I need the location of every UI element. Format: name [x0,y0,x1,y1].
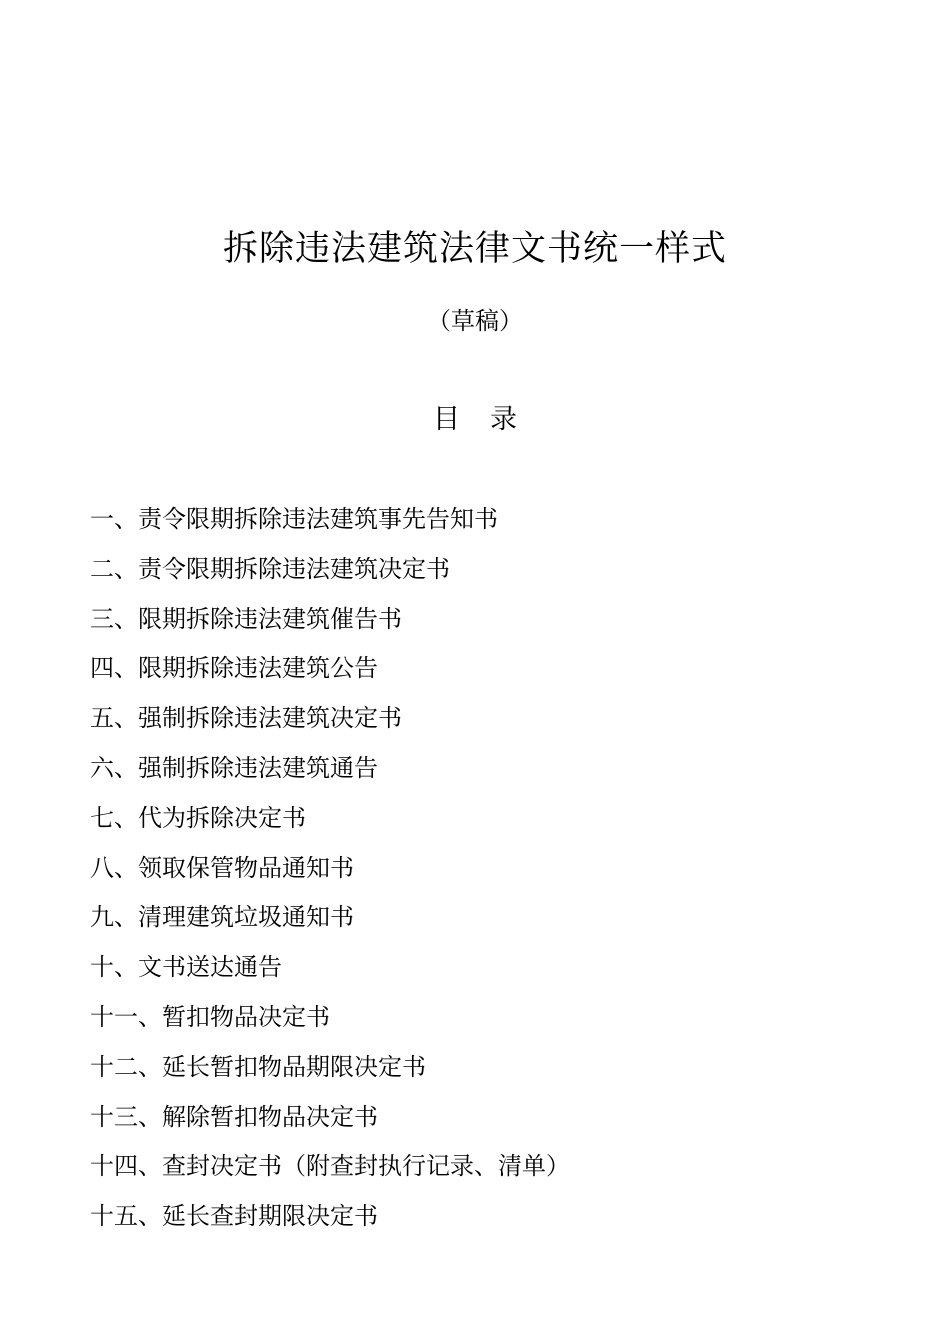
toc-item: 十三、解除暂扣物品决定书 [90,1102,378,1131]
toc-item: 一、责令限期拆除违法建筑事先告知书 [90,505,498,533]
toc-item: 三、限期拆除违法建筑催告书 [90,604,402,633]
toc-item: 十二、延长暂扣物品期限决定书 [90,1052,426,1081]
toc-item: 十五、延长查封期限决定书 [90,1202,378,1231]
toc-item: 五、强制拆除违法建筑决定书 [90,704,402,733]
toc-item: 七、代为拆除决定书 [90,803,306,832]
toc-item: 四、限期拆除违法建筑公告 [90,654,378,683]
document-title: 拆除违法建筑法律文书统一样式 [222,229,727,269]
toc-item: 十四、查封决定书（附查封执行记录、清单） [90,1152,570,1181]
table-of-contents [90,496,890,1243]
toc-item: 九、清理建筑垃圾通知书 [90,903,354,932]
toc-item: 八、领取保管物品通知书 [90,853,354,882]
document-subtitle: （草稿） [427,307,523,335]
toc-item: 六、强制拆除违法建筑通告 [90,753,378,782]
toc-item: 二、责令限期拆除违法建筑决定书 [90,554,450,583]
toc-item: 十、文书送达通告 [90,953,282,982]
toc-item: 十一、暂扣物品决定书 [90,1002,330,1031]
toc-heading: 目录 [433,404,547,435]
